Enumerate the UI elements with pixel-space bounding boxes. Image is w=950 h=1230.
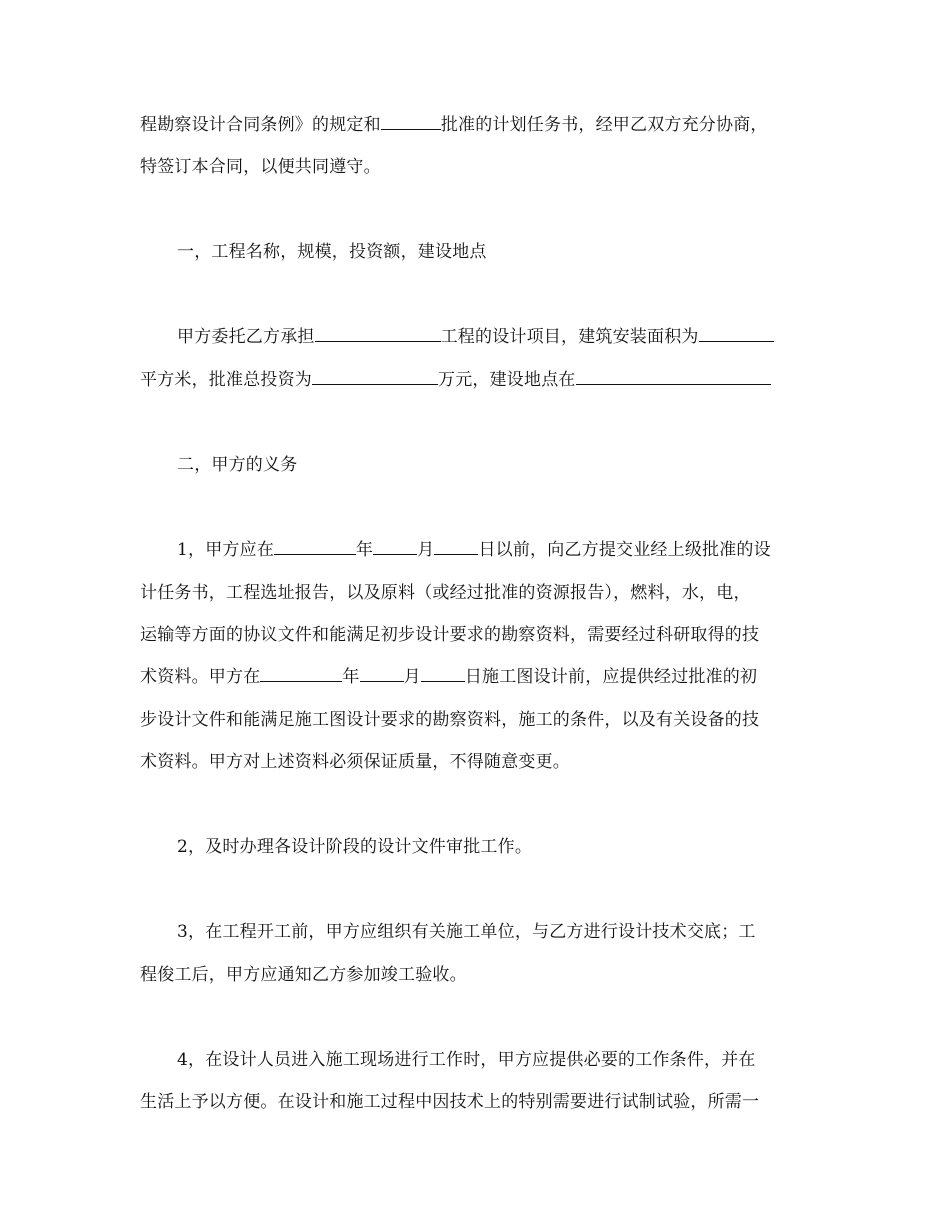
item-1-text-5: 步设计文件和能满足施工图设计要求的勘察资料，施工的条件，以及有关设备的技 [140,710,760,730]
section-1-text-a: 甲方委托乙方承担 [177,327,315,347]
section-2-heading [177,453,297,477]
item-1-text-3: 运输等方面的协议文件和能满足初步设计要求的勘察资料，需要经过科研取得的技 [140,625,760,645]
item-1-text-6: 术资料。甲方对上述资料必须保证质量，不得随意变更。 [140,752,570,772]
item-1-text-2: 计任务书，工程选址报告，以及原料（或经过批准的资源报告），燃料，水，电， [140,583,751,603]
year-blank-2 [260,665,342,682]
item-3-text-1: 3，在工程开工前，甲方应组织有关施工单位，与乙方进行设计技术交底；工 [177,922,756,942]
item-1-line-1 [177,538,771,562]
item-1-line-5 [140,708,759,732]
section-1-heading [177,240,487,264]
intro-line-1 [140,113,768,137]
intro-line-2 [140,155,381,179]
item-1-month-label-2: 月 [403,667,421,687]
day-blank-2 [421,665,465,682]
section-1-line-2 [140,368,771,392]
item-3-text-2: 程俊工后，甲方应通知乙方参加竣工验收。 [140,965,467,985]
item-3-line-1 [177,920,756,944]
day-blank-1 [434,538,478,555]
year-blank-1 [274,538,356,555]
item-4-text-1: 4，在设计人员进入施工现场进行工作时，甲方应提供必要的工作条件，并在 [177,1050,756,1070]
item-1-line-4 [140,665,757,689]
section-1-text-d: 万元，建设地点在 [438,370,576,390]
item-1-year-label-2: 年 [342,667,360,687]
item-1-line-2 [140,581,751,605]
item-1-text-4a: 术资料。甲方在 [140,667,261,687]
section-1-heading-text: 一，工程名称，规模，投资额，建设地点 [177,242,487,262]
section-2-heading-text: 二，甲方的义务 [177,455,298,475]
item-4-line-2 [140,1090,759,1114]
item-1-year-label-1: 年 [356,540,374,560]
area-blank [699,325,774,342]
intro-text-1a: 程勘察设计合同条例》的规定和 [140,115,381,135]
item-4-line-1 [177,1048,756,1072]
approval-authority-blank [381,113,441,130]
item-1-line-6 [140,750,570,774]
item-1-line-3 [140,623,759,647]
intro-text-1b: 批准的计划任务书，经甲乙双方充分协商， [440,115,768,135]
investment-blank [312,368,438,385]
item-2-text: 2，及时办理各设计阶段的设计文件审批工作。 [177,837,533,857]
section-1-line-1 [177,325,774,349]
location-blank [576,368,771,385]
item-1-month-label-1: 月 [417,540,435,560]
item-3-line-2 [140,963,467,987]
section-1-text-b: 工程的设计项目，建筑安装面积为 [440,327,699,347]
month-blank-2 [360,665,404,682]
section-1-text-c: 平方米，批准总投资为 [140,370,312,390]
item-1-text-4d: 日施工图设计前，应提供经过批准的初 [464,667,758,687]
item-2-line-1 [177,835,532,859]
month-blank-1 [373,538,417,555]
item-1-text-1a: 1，甲方应在 [177,540,275,560]
item-1-text-1d: 日以前，向乙方提交业经上级批准的设 [478,540,771,560]
intro-text-2: 特签订本合同，以便共同遵守。 [140,157,381,177]
item-4-text-2: 生活上予以方便。在设计和施工过程中因技术上的特别需要进行试制试验，所需一 [140,1092,760,1112]
project-name-blank [315,325,441,342]
